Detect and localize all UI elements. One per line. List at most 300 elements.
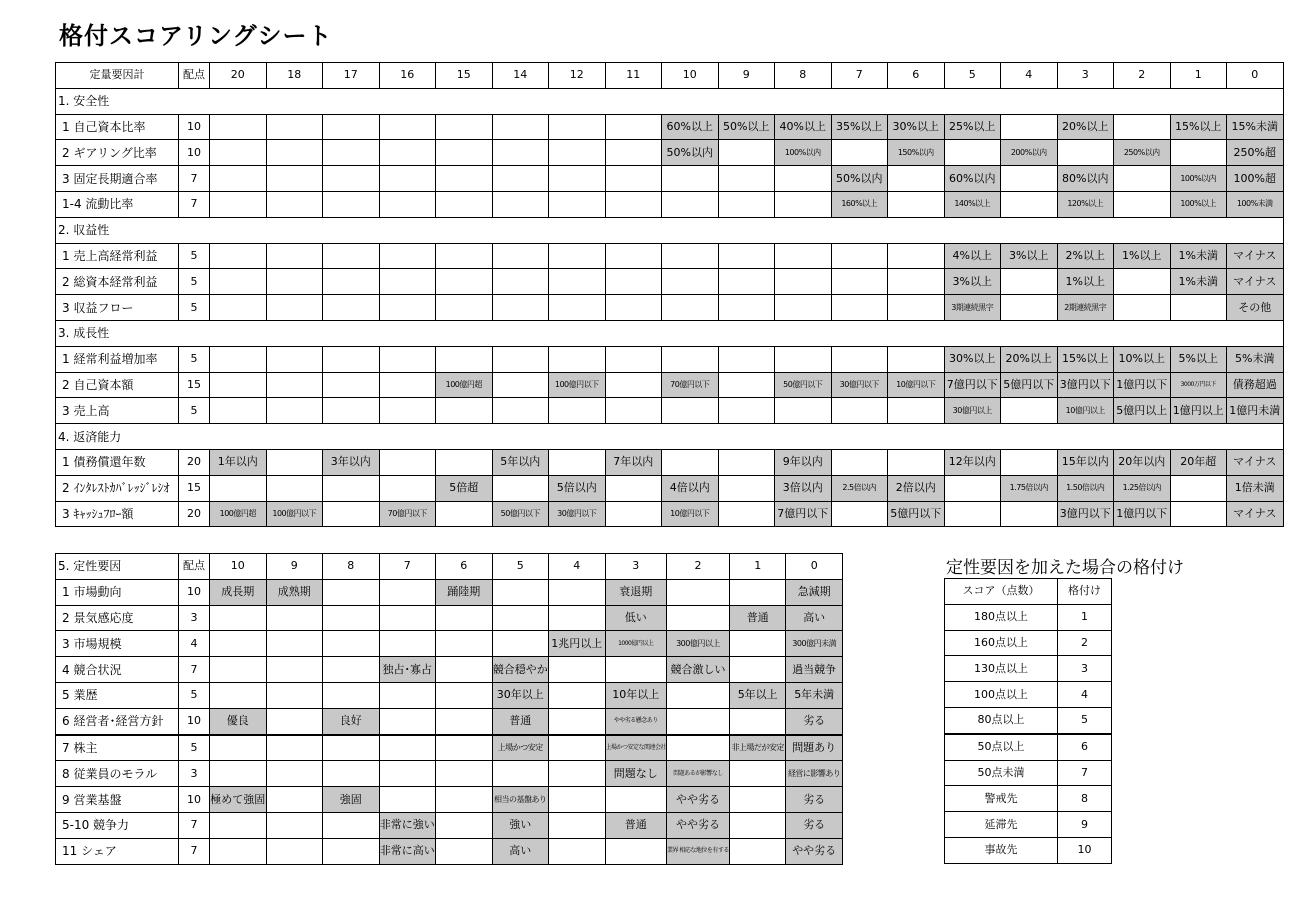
score-cell: 7億円以下 [775,501,832,527]
score-cell [605,501,662,527]
header-cell: 7 [379,554,436,580]
score-cell [492,761,549,787]
score-cell [379,735,436,761]
score-cell: 80%以内 [1057,166,1114,192]
score-cell [436,346,493,372]
score-cell [605,295,662,321]
row-points: 5 [179,269,210,295]
score-cell [492,191,549,217]
score-cell [831,269,888,295]
rating-grade: 7 [1058,760,1112,786]
score-cell [323,631,380,657]
score-cell [266,269,323,295]
score-cell [379,787,436,813]
row-label: 7 株主 [56,735,179,761]
score-cell [266,812,323,838]
score-cell [662,269,719,295]
score-cell [775,269,832,295]
rating-grade: 5 [1058,707,1112,733]
row-points: 5 [179,398,210,424]
header-cell: 8 [323,554,380,580]
header-cell: 格付け [1058,579,1112,605]
score-cell [379,605,436,631]
score-cell [492,346,549,372]
row-label: 5 業歴 [56,682,179,708]
score-cell: 1億円以下 [1114,501,1171,527]
score-cell [944,475,1001,501]
score-cell [266,657,323,683]
score-cell: 1%以上 [1114,243,1171,269]
header-cell: 16 [379,63,436,89]
score-cell: 3%以上 [1001,243,1058,269]
score-cell: 3%以上 [944,269,1001,295]
score-cell: 2%以上 [1057,243,1114,269]
row-label: 1 自己資本比率 [56,114,179,140]
score-cell: 独占･寡占 [379,657,436,683]
score-cell [210,346,267,372]
score-cell [1001,295,1058,321]
score-cell: 1兆円以上 [549,631,606,657]
score-cell [436,761,493,787]
header-cell: 17 [323,63,380,89]
score-cell: 100%未満 [1227,191,1284,217]
score-cell [379,166,436,192]
score-cell [605,243,662,269]
table-row [56,475,1284,501]
score-cell: 20%以上 [1057,114,1114,140]
row-points: 7 [179,838,210,864]
score-cell [662,243,719,269]
table-row [56,295,1284,321]
table-row [945,707,1112,733]
score-cell: 60%以内 [944,166,1001,192]
score-cell [323,346,380,372]
score-cell [718,269,775,295]
score-cell: 1%未満 [1170,243,1227,269]
score-cell [1001,501,1058,527]
score-cell [266,372,323,398]
score-cell [775,398,832,424]
score-cell: 経営に影響あり [786,761,843,787]
score-range: 160点以上 [945,630,1058,656]
row-label: 9 営業基盤 [56,787,179,813]
score-cell: 劣る [786,812,843,838]
score-cell: 15%未満 [1227,114,1284,140]
score-cell: 強い [492,812,549,838]
score-cell [436,735,493,761]
score-cell: 15%以上 [1170,114,1227,140]
score-cell [729,657,786,683]
score-cell: 20年以内 [1114,449,1171,475]
score-cell [436,295,493,321]
score-cell [379,398,436,424]
score-cell [605,346,662,372]
score-cell [662,449,719,475]
score-cell: 3000万円以下 [1170,372,1227,398]
score-cell: 1000億円以上 [605,631,667,657]
score-cell [729,812,786,838]
score-cell [323,295,380,321]
score-cell: 3倍以内 [775,475,832,501]
score-cell: 1.75倍以内 [1001,475,1058,501]
score-cell: 3億円以下 [1057,372,1114,398]
row-points: 5 [179,295,210,321]
header-cell: 5 [944,63,1001,89]
score-cell [210,191,267,217]
score-cell [831,243,888,269]
score-cell: 60%以上 [662,114,719,140]
score-cell [379,475,436,501]
row-label: 2 総資本経常利益 [56,269,179,295]
score-cell: やや劣る [667,812,730,838]
row-label: 11 シェア [56,838,179,864]
score-cell: 10年以上 [605,682,667,708]
score-cell [718,166,775,192]
row-points: 10 [179,579,210,605]
score-cell [831,501,888,527]
score-cell [266,114,323,140]
score-cell [718,449,775,475]
score-cell [718,243,775,269]
score-cell [323,243,380,269]
row-label: 4 競合状況 [56,657,179,683]
score-cell [605,787,667,813]
score-cell: 低い [605,605,667,631]
score-cell [1001,166,1058,192]
score-cell: 20年超 [1170,449,1227,475]
score-cell [888,166,945,192]
row-label: 3 固定長期適合率 [56,166,179,192]
score-cell: 2倍以内 [888,475,945,501]
score-cell [436,449,493,475]
table-row [56,398,1284,424]
row-points: 3 [179,761,210,787]
score-cell [210,140,267,166]
rating-grade: 3 [1058,656,1112,682]
score-cell [436,114,493,140]
header-cell: 11 [605,63,662,89]
score-cell [605,191,662,217]
score-cell [436,812,493,838]
score-cell [662,398,719,424]
score-cell: 160%以上 [831,191,888,217]
score-cell [888,295,945,321]
score-cell [775,243,832,269]
score-cell [323,269,380,295]
score-cell [549,838,606,864]
score-cell [323,735,380,761]
score-cell [323,114,380,140]
score-cell [266,631,323,657]
score-cell [210,372,267,398]
rating-grade: 10 [1058,837,1112,863]
score-cell [323,398,380,424]
table-row [56,346,1284,372]
score-cell: 良好 [323,708,380,734]
score-cell: 100億円超 [436,372,493,398]
score-cell: 競合穏やか [492,657,549,683]
header-cell: 8 [775,63,832,89]
score-cell [729,631,786,657]
table-row [56,812,843,838]
score-cell [662,346,719,372]
row-label: 1 債務償還年数 [56,449,179,475]
score-cell: 30億円以上 [944,398,1001,424]
score-cell [729,787,786,813]
score-cell [729,579,786,605]
sheet-title: 格付スコアリングシート [59,22,333,50]
header-cell: 配点 [179,63,210,89]
score-cell [323,838,380,864]
score-cell [266,295,323,321]
score-cell [379,269,436,295]
score-cell [492,295,549,321]
row-points: 10 [179,140,210,166]
header-cell: 12 [549,63,606,89]
table-row [945,656,1112,682]
score-cell: 成長期 [210,579,267,605]
score-cell: 高い [786,605,843,631]
score-cell [549,787,606,813]
row-label: 1 売上高経常利益 [56,243,179,269]
score-cell: 30%以上 [944,346,1001,372]
score-cell: 100%以内 [1170,166,1227,192]
score-cell: その他 [1227,295,1284,321]
score-cell [1170,475,1227,501]
row-label: 3 市場規模 [56,631,179,657]
score-cell: 業界 相応な地位を有する [667,838,730,864]
score-cell: 極めて強固 [210,787,267,813]
score-cell [549,346,606,372]
table-row [56,269,1284,295]
rating-table [944,578,1112,864]
score-cell: 問題あり [786,735,843,761]
score-cell: 150%以内 [888,140,945,166]
header-cell: 4 [549,554,606,580]
score-cell: 20%以上 [1001,346,1058,372]
score-cell: 100億円以下 [549,372,606,398]
score-cell [323,191,380,217]
score-cell [605,838,667,864]
score-cell [718,295,775,321]
score-range: 180点以上 [945,604,1058,630]
score-cell [1114,114,1171,140]
table-row [945,604,1112,630]
score-cell: 1年以内 [210,449,267,475]
score-cell [729,838,786,864]
table-row [56,735,843,761]
score-cell [549,398,606,424]
header-cell: 1 [1170,63,1227,89]
row-label: 5-10 競争力 [56,812,179,838]
row-points: 5 [179,346,210,372]
score-cell: 非常に高い [379,838,436,864]
header-cell: 7 [831,63,888,89]
score-cell [266,787,323,813]
score-cell: 100%以上 [1170,191,1227,217]
score-cell [323,140,380,166]
score-cell [436,605,493,631]
table-row [56,631,843,657]
score-cell: 10億円以上 [1057,398,1114,424]
score-cell: 100%超 [1227,166,1284,192]
table-row [56,657,843,683]
section-heading: 2. 収益性 [56,217,1284,243]
row-label: 8 従業員のモラル [56,761,179,787]
score-cell: 衰退期 [605,579,667,605]
score-cell [323,812,380,838]
score-cell [266,166,323,192]
score-cell [549,708,606,734]
score-cell [323,657,380,683]
score-cell: 50億円以下 [492,501,549,527]
score-cell [266,475,323,501]
header-cell: 14 [492,63,549,89]
score-cell [210,631,267,657]
row-points: 3 [179,605,210,631]
score-cell: 200%以内 [1001,140,1058,166]
score-cell: 50%以内 [831,166,888,192]
score-cell [436,682,493,708]
header-cell: 配点 [179,554,210,580]
section-heading: 1. 安全性 [56,88,1284,114]
score-cell [1170,501,1227,527]
header-cell: 10 [210,554,267,580]
table-row [56,501,1284,527]
score-cell [888,191,945,217]
score-cell: 12年以内 [944,449,1001,475]
quantitative-table [55,62,1284,527]
score-cell [549,812,606,838]
table-row [56,372,1284,398]
score-cell: やや劣る [667,787,730,813]
score-cell [436,838,493,864]
score-cell [888,449,945,475]
score-cell: 7億円以下 [944,372,1001,398]
rating-grade: 8 [1058,786,1112,812]
score-cell [266,735,323,761]
score-cell [266,346,323,372]
row-points: 20 [179,449,210,475]
score-cell: 100%以内 [775,140,832,166]
score-cell: やや劣る [786,838,843,864]
score-cell [605,398,662,424]
score-cell [210,682,267,708]
score-range: 100点以上 [945,682,1058,708]
score-cell [492,114,549,140]
score-cell [831,398,888,424]
score-cell [379,295,436,321]
section-heading: 4. 返済能力 [56,424,1284,450]
score-cell: 非常に強い [379,812,436,838]
score-cell [1001,191,1058,217]
score-cell [549,449,606,475]
score-cell: 30年以上 [492,682,549,708]
score-cell [492,140,549,166]
header-cell: 1 [729,554,786,580]
qualitative-table [55,553,843,865]
score-cell [210,114,267,140]
table-row [945,734,1112,760]
score-cell [549,140,606,166]
row-points: 7 [179,191,210,217]
header-cell: スコア（点数） [945,579,1058,605]
score-cell [1001,449,1058,475]
table-row [56,140,1284,166]
score-cell: 1倍未満 [1227,475,1284,501]
score-cell: 300億円未満 [786,631,843,657]
rating-grade: 2 [1058,630,1112,656]
score-cell: 40%以上 [775,114,832,140]
score-cell [492,398,549,424]
score-cell [775,346,832,372]
score-cell [605,657,667,683]
score-cell: 2期連続黒字 [1057,295,1114,321]
score-cell: 15%以上 [1057,346,1114,372]
score-range: 80点以上 [945,707,1058,733]
score-cell [210,269,267,295]
score-cell [379,243,436,269]
score-range: 50点未満 [945,760,1058,786]
score-cell: 3億円以下 [1057,501,1114,527]
score-cell [436,398,493,424]
score-cell [266,243,323,269]
score-cell [718,398,775,424]
score-cell [323,501,380,527]
header-cell: 10 [662,63,719,89]
score-cell: 急減期 [786,579,843,605]
score-cell [549,605,606,631]
rating-grade: 6 [1058,734,1112,760]
score-cell: 踊陸期 [436,579,493,605]
score-range: 130点以上 [945,656,1058,682]
score-cell [729,708,786,734]
score-cell: マイナス [1227,449,1284,475]
score-cell [718,140,775,166]
score-range: 警戒先 [945,786,1058,812]
score-cell [210,761,267,787]
rating-grade: 9 [1058,812,1112,838]
row-points: 20 [179,501,210,527]
score-cell: 5年以内 [492,449,549,475]
score-cell: 10億円以下 [662,501,719,527]
header-cell: 4 [1001,63,1058,89]
score-cell [831,295,888,321]
header-cell: 5. 定性要因 [56,554,179,580]
score-cell: 普通 [605,812,667,838]
row-label: 2 自己資本額 [56,372,179,398]
score-cell [436,269,493,295]
header-cell: 5 [492,554,549,580]
rating-subtitle: 定性要因を加えた場合の格付け [946,558,1184,578]
score-cell [662,191,719,217]
score-cell [436,243,493,269]
score-cell [379,114,436,140]
score-cell: 高い [492,838,549,864]
score-cell [549,295,606,321]
score-cell [549,682,606,708]
score-cell [1001,269,1058,295]
table-row [56,191,1284,217]
row-label: 6 経営者･経営方針 [56,708,179,734]
score-cell [266,449,323,475]
table-row [56,243,1284,269]
score-cell [323,605,380,631]
score-cell: 過当競争 [786,657,843,683]
score-cell [549,166,606,192]
score-cell [492,372,549,398]
score-cell [210,295,267,321]
